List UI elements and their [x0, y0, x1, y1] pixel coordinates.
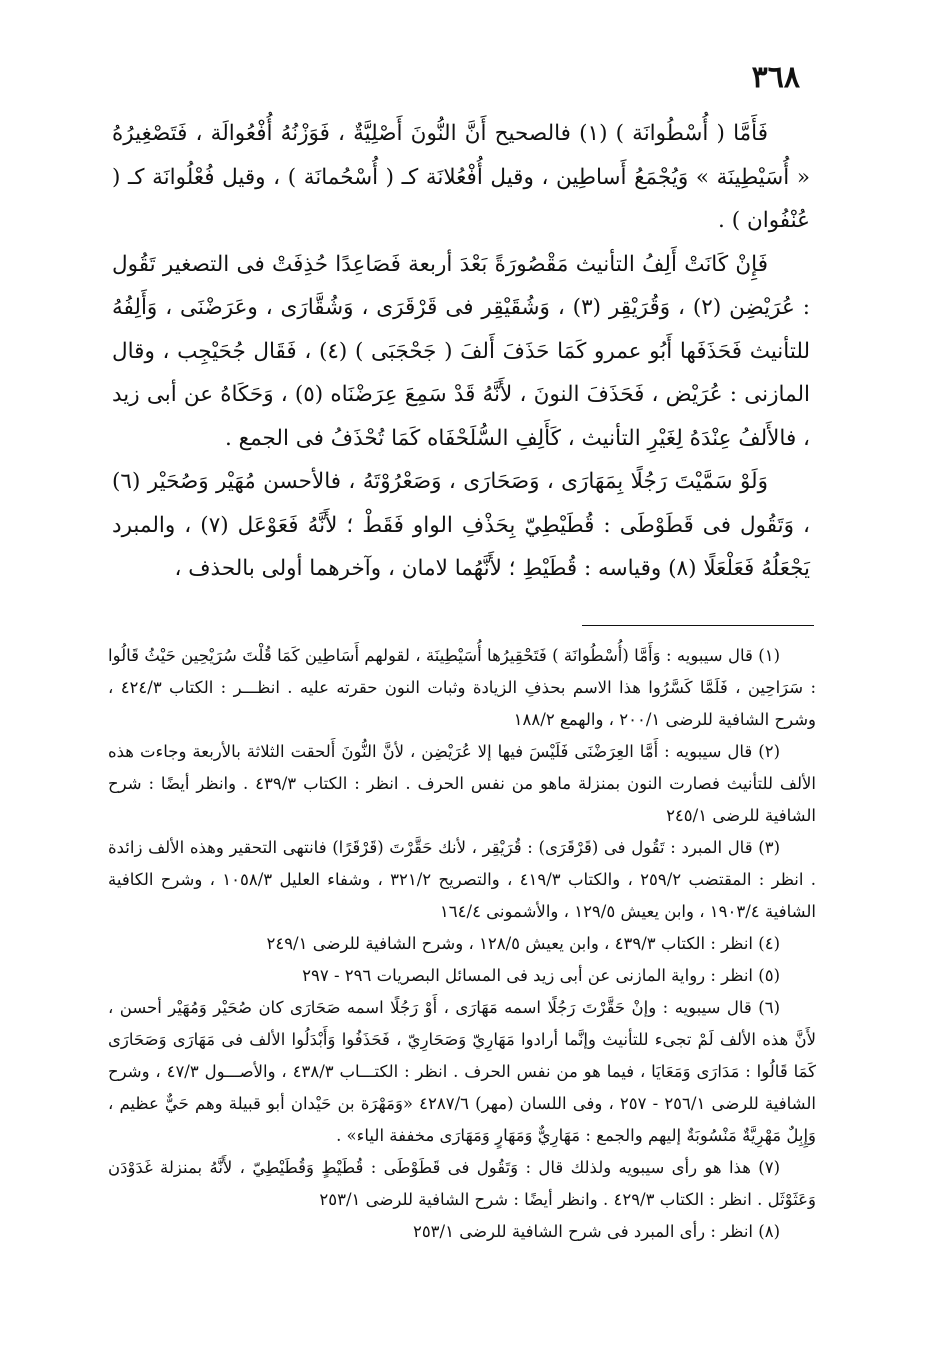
body-paragraph-1: فَأَمَّا ( أُسْطُوانَة ) (١) فالصحيح أَنَّ النُّونَ أَصْلِيَّةٌ ، فَوَزْنُهُ أُفْعُوالَة ، فَتَصْغِيرُهُ « أُسَيْطِينَة » وَيُجْمَعُ أَساطِين ، وقيل أُفْعُلانَة كـ ( أُسْحُمانَة ) ، وقيل فُعْلُوانَة كـ ( عُنْفُوان ) .: [112, 121, 810, 233]
footnote-6: (٦) قال سيبويه : وإنْ حَقَّرْتَ رَجُلًا اسمه مَهَارَى ، أَوْ رَجُلًا اسمه صَحَارَى كان صُحَيْر وَمُهَيْر أحسن ، لأَنَّ هذه الألف لَمْ تجىء للتأنيث وإنَّما أرادوا مَهَارِيّ وَصَحَارِيّ ، فَحَذَفُوا وَأَبْدَلُوا الألف فى مَهَارَى وَصَحَارَى كَمَا قَالُوا : مَدَارَى وَمَعَايَا ، فيما هو من نفس الحرف . انظر : الكتـــاب ٤٣٨/٣ ، والأصـــول ٤٧/٣ ، وشرح الشافية للرضى ٢٥٦/١ - ٢٥٧ ، وفى اللسان (مهر) ٤٢٨٧/٦ «وَمَهْرَة بن حَيْدان أبو قبيلة وهم حَيٌّ عظيم ، وَإِبِلٌ مَهْرِيَّةٌ مَنْسُوبَةٌ إليهم والجمع : مَهَارِيٌّ وَمَهَارٍ وَمَهَارَى مخففة الياء» .: [108, 998, 816, 1145]
footnote-1: (١) قال سيبويه : وَأَمَّا (أُسْطُوانَة ) فَتَحْقِيرُها أُسَيْطِينَة ، لقولهم أَسَاطِين كَمَا قُلْتَ سُرَيْحِين حَيْثُ قَالُوا : سَرَاحِين ، فَلَمَّا كَسَّرُوا هذا الاسم بحذفِ الزيادة وثبات النون حقرته عليه . انظـــر : الكتاب ٤٢٤/٣ ، وشرح الشافية للرضى ٢٠٠/١ ، والهمع ١٨٨/٢: [108, 646, 817, 729]
footnote-4: (٤) انظر : الكتاب ٤٣٩/٣ ، وابن يعيش ١٢٨/٥ ، وشرح الشافية للرضى ٢٤٩/١: [266, 934, 780, 953]
footnotes: [108, 640, 816, 1248]
footnote-2: (٢) قال سيبويه : أَمَّا العِرَضْنَى فَلَيْسَ فيها إلا عُرَيْضِن ، لأنَّ النُّونَ أَلحقت الثلاثة بالأربعة وجاءت هذه الألف للتأنيث فصارت النون بمنزلة ماهو من نفس الحرف . انظر : الكتاب ٤٣٩/٣ . وانظر أيضًا : شرح الشافية للرضى ٢٤٥/١: [108, 742, 817, 825]
footnote-5: (٥) انظر : رواية المازنى عن أبى زيد فى المسائل البصريات ٢٩٦ - ٢٩٧: [302, 966, 780, 985]
main-text: [112, 112, 810, 591]
footnote-7: (٧) هذا هو رأى سيبويه ولذلك قال : وَتَقُول فى قَطَوْطَى : قُطَيْطٍ وَقُطَيْطِيّ ، لأَنَّهُ بمنزلة غَدَوْدَن وَعَثَوْثَل . انظر : الكتاب ٤٢٩/٣ . وانظر أيضًا : شرح الشافية للرضى ٢٥٣/١: [108, 1158, 816, 1209]
footnote-divider: [582, 625, 814, 626]
page-number: ٣٦٨: [751, 60, 800, 95]
footnote-3: (٣) قال المبرد : تَقُول فى (قَرْقَرَى) : قُرَيْقِر ، لأنك حَقَّرْتَ (قَرْقَرًا) فانتهى التحقير وهذه الألف زائدة . انظر : المقتضب ٢٥٩/٢ ، والكتاب ٤١٩/٣ ، والتصريح ٣٢١/٢ ، وشفاء العليل ١٠٥٨/٣ ، وشرح الكافية الشافية ١٩٠٣/٤ ، وابن يعيش ١٢٩/٥ ، والأشمونى ١٦٤/٤: [108, 838, 816, 921]
footnote-8: (٨) انظر : رأى المبرد فى شرح الشافية للرضى ٢٥٣/١: [412, 1222, 780, 1241]
body-paragraph-3: وَلَوْ سَمَّيْتَ رَجُلًا بِمَهَارَى ، وَصَحَارَى ، وَصَعْرُوْتَهُ ، فالأحسن مُهَيْر وَصُحَيْر (٦) ، وَتَقُول فى قَطَوْطَى : قُطَيْطِيّ بِحَذْفِ الواو فَقَطْ ؛ لأَنَّهُ فَعَوْعَل (٧) ، والمبرد يَجْعَلُهُ فَعَلْعَلًا (٨) وقياسه : قُطَيْطِ ؛ لأَنَّهُما لامان ، وآخرهما أولى بالحذف ،: [112, 469, 810, 581]
body-paragraph-2: فَإِنْ كَانَتْ أَلِفُ التأنيث مَقْصُورَةً بَعْدَ أربعة فَصَاعِدًا حُذِفَتْ فى التصغير تَقُول : عُرَيْضِن (٢) ، وَقُرَيْقِر (٣) ، وَشُقَيْقِر فى قَرْقَرَى ، وَشُقَّارَى ، وعَرَضْنَى ، وَأَلِفُهُ للتأنيث فَحَذَفَها أَبُو عمرو كَمَا حَذَفَ أَلفَ ( جَحْجَبَى ) (٤) ، فَقَال جُحَيْجِب ، وقال المازنى : عُرَيْض ، فَحَذَفَ النونَ ، لأَنَّهُ قَدْ سَمِعَ عِرَضْنَاه (٥) ، وَحَكَاهُ عن أبى زيد ، فالأَلفُ عِنْدَهُ لِغَيْرِ التأنيث ، كَأَلِفِ السُّلَحْفَاه كَمَا تُحْذَفُ فى الجمع .: [112, 251, 810, 451]
